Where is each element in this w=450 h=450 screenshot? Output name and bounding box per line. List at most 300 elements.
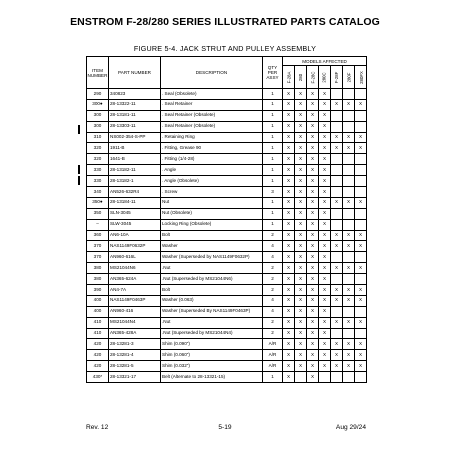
item-number-cell: 290 xyxy=(87,89,109,100)
model-applicability-cell: X xyxy=(295,110,307,121)
model-applicability-cell xyxy=(331,252,343,263)
model-applicability-cell: X xyxy=(307,372,319,383)
item-number-cell: 330 xyxy=(87,176,109,187)
model-applicability-cell: X xyxy=(295,165,307,176)
description-cell: . Screw xyxy=(161,187,263,198)
model-applicability-cell: X xyxy=(319,350,331,361)
qty-cell: 2 xyxy=(263,317,283,328)
model-applicability-cell: X xyxy=(319,274,331,285)
catalog-title: ENSTROM F-28/280 SERIES ILLUSTRATED PARTS CATALOG xyxy=(70,16,380,28)
model-applicability-cell xyxy=(355,328,367,339)
item-number-cell: 420 xyxy=(87,339,109,350)
qty-cell: 4 xyxy=(263,306,283,317)
model-applicability-cell: X xyxy=(307,176,319,187)
description-cell: . Seal Retainer xyxy=(161,99,263,110)
table-row xyxy=(87,230,367,241)
model-applicability-cell: X xyxy=(295,99,307,110)
part-number-cell: NAS1149F0463P xyxy=(109,295,161,306)
part-number-cell: 28-13182-11 xyxy=(109,165,161,176)
model-applicability-cell xyxy=(355,154,367,165)
part-number-cell: 1641-B xyxy=(109,154,161,165)
table-row xyxy=(87,263,367,274)
model-applicability-cell: X xyxy=(331,99,343,110)
header-qty-per-assy: QTY PER ASSY xyxy=(263,57,283,89)
model-applicability-cell xyxy=(343,165,355,176)
model-applicability-cell xyxy=(343,219,355,230)
model-applicability-cell xyxy=(343,176,355,187)
model-applicability-cell xyxy=(331,165,343,176)
item-number-cell: – xyxy=(87,219,109,230)
table-row xyxy=(87,339,367,350)
description-cell: Washer (0.063) xyxy=(161,295,263,306)
model-applicability-cell: X xyxy=(283,110,295,121)
footer-date: Aug 29/24 xyxy=(335,424,366,431)
item-number-cell: 350● xyxy=(87,197,109,208)
model-applicability-cell: X xyxy=(319,99,331,110)
description-cell: . Seal Retainer (Obsolete) xyxy=(161,121,263,132)
model-applicability-cell: X xyxy=(295,295,307,306)
item-number-cell: 360 xyxy=(87,230,109,241)
description-cell: Washer (Superseded by NAS1149F0632P) xyxy=(161,252,263,263)
header-description: DESCRIPTION xyxy=(161,57,263,89)
header-item-number: ITEM NUMBER xyxy=(87,57,109,89)
qty-cell: A/R xyxy=(263,350,283,361)
table-row xyxy=(87,219,367,230)
table-row xyxy=(87,252,367,263)
part-number-cell: SLN-3045 xyxy=(109,208,161,219)
qty-cell: 1 xyxy=(263,110,283,121)
item-number-cell: 320 xyxy=(87,154,109,165)
model-applicability-cell: X xyxy=(319,361,331,372)
table-row xyxy=(87,208,367,219)
model-applicability-cell: X xyxy=(307,132,319,143)
model-applicability-cell: X xyxy=(283,165,295,176)
part-number-cell: 28-13184-11 xyxy=(109,197,161,208)
model-applicability-cell xyxy=(355,187,367,198)
model-applicability-cell xyxy=(355,176,367,187)
parts-table xyxy=(86,56,367,383)
model-applicability-cell: X xyxy=(283,187,295,198)
description-cell: .Nut (Superseded by MS21044N6) xyxy=(161,274,263,285)
model-applicability-cell xyxy=(331,328,343,339)
figure-title: FIGURE 5-4. JACK STRUT AND PULLEY ASSEMBLY xyxy=(133,44,317,53)
model-applicability-cell: X xyxy=(307,230,319,241)
model-applicability-cell: X xyxy=(295,252,307,263)
model-applicability-cell: X xyxy=(283,274,295,285)
qty-cell: 1 xyxy=(263,219,283,230)
model-applicability-cell: X xyxy=(307,295,319,306)
table-row xyxy=(87,176,367,187)
table-row xyxy=(87,99,367,110)
model-applicability-cell: X xyxy=(283,241,295,252)
qty-cell: 1 xyxy=(263,372,283,383)
part-number-cell: 28-13182-1 xyxy=(109,176,161,187)
part-number-cell: NAS1149F0632P xyxy=(109,241,161,252)
model-applicability-cell: X xyxy=(331,317,343,328)
table-row xyxy=(87,241,367,252)
model-applicability-cell: X xyxy=(343,241,355,252)
model-applicability-cell: X xyxy=(343,361,355,372)
table-row xyxy=(87,306,367,317)
part-number-cell: 28-13321-17 xyxy=(109,372,161,383)
model-applicability-cell: X xyxy=(307,285,319,296)
qty-cell: 3 xyxy=(263,187,283,198)
model-applicability-cell xyxy=(355,372,367,383)
model-applicability-cell xyxy=(331,89,343,100)
part-number-cell: 340823 xyxy=(109,89,161,100)
model-applicability-cell: X xyxy=(331,132,343,143)
model-applicability-cell: X xyxy=(343,132,355,143)
model-applicability-cell xyxy=(343,372,355,383)
model-applicability-cell: X xyxy=(343,285,355,296)
qty-cell: 2 xyxy=(263,263,283,274)
description-cell: . Retaining Ring xyxy=(161,132,263,143)
model-applicability-cell: X xyxy=(295,219,307,230)
table-row xyxy=(87,317,367,328)
item-number-cell: 300● xyxy=(87,99,109,110)
table-row xyxy=(87,285,367,296)
part-number-cell: 28-13281-4 xyxy=(109,350,161,361)
qty-cell: A/R xyxy=(263,361,283,372)
model-applicability-cell: X xyxy=(295,241,307,252)
item-number-cell: 320 xyxy=(87,143,109,154)
model-applicability-cell: X xyxy=(283,154,295,165)
part-number-cell: AN365-624A xyxy=(109,274,161,285)
model-applicability-cell: X xyxy=(319,187,331,198)
model-applicability-cell: X xyxy=(295,176,307,187)
model-applicability-cell: X xyxy=(331,241,343,252)
model-applicability-cell: X xyxy=(307,361,319,372)
model-applicability-cell: X xyxy=(331,285,343,296)
part-number-cell: 28-13181-11 xyxy=(109,110,161,121)
model-applicability-cell: X xyxy=(307,306,319,317)
table-row xyxy=(87,165,367,176)
model-applicability-cell xyxy=(331,176,343,187)
model-applicability-cell: X xyxy=(307,317,319,328)
description-cell: .Nut xyxy=(161,263,263,274)
model-applicability-cell xyxy=(355,274,367,285)
model-applicability-cell: X xyxy=(331,143,343,154)
item-number-cell: 390 xyxy=(87,285,109,296)
model-applicability-cell: X xyxy=(319,89,331,100)
model-applicability-cell: X xyxy=(331,339,343,350)
model-applicability-cell: X xyxy=(319,208,331,219)
model-applicability-cell: X xyxy=(295,197,307,208)
model-applicability-cell: X xyxy=(343,143,355,154)
model-applicability-cell xyxy=(355,110,367,121)
model-applicability-cell: X xyxy=(307,154,319,165)
qty-cell: 2 xyxy=(263,230,283,241)
model-applicability-cell: X xyxy=(295,350,307,361)
model-applicability-cell: X xyxy=(355,361,367,372)
model-applicability-cell: X xyxy=(319,317,331,328)
header-model-f28f: F-28F xyxy=(331,66,343,89)
model-applicability-cell: X xyxy=(307,121,319,132)
model-applicability-cell: X xyxy=(295,274,307,285)
table-row xyxy=(87,361,367,372)
part-number-cell: MS21044N6 xyxy=(109,263,161,274)
model-applicability-cell: X xyxy=(283,295,295,306)
model-applicability-cell xyxy=(355,121,367,132)
model-applicability-cell xyxy=(331,154,343,165)
part-number-cell: MS21044N4 xyxy=(109,317,161,328)
qty-cell: 2 xyxy=(263,328,283,339)
model-applicability-cell xyxy=(295,372,307,383)
model-applicability-cell xyxy=(331,306,343,317)
model-applicability-cell: X xyxy=(355,241,367,252)
revision-change-bar xyxy=(78,176,80,185)
model-applicability-cell: X xyxy=(283,350,295,361)
qty-cell: 4 xyxy=(263,295,283,306)
model-applicability-cell xyxy=(331,121,343,132)
model-applicability-cell: X xyxy=(319,306,331,317)
model-applicability-cell: X xyxy=(295,339,307,350)
model-applicability-cell: X xyxy=(283,361,295,372)
model-applicability-cell: X xyxy=(319,110,331,121)
model-applicability-cell xyxy=(343,252,355,263)
item-number-cell: 400 xyxy=(87,295,109,306)
model-applicability-cell: X xyxy=(307,197,319,208)
revision-change-bar xyxy=(78,165,80,174)
description-cell: Nut (Obsolete) xyxy=(161,208,263,219)
part-number-cell: SLW-3045 xyxy=(109,219,161,230)
model-applicability-cell: X xyxy=(343,317,355,328)
model-applicability-cell xyxy=(331,219,343,230)
model-applicability-cell: X xyxy=(295,132,307,143)
model-applicability-cell xyxy=(319,372,331,383)
header-model-f28c: F-28C xyxy=(307,66,319,89)
model-applicability-cell xyxy=(343,187,355,198)
revision-change-bar xyxy=(78,125,80,134)
model-applicability-cell: X xyxy=(283,99,295,110)
model-applicability-cell: X xyxy=(343,99,355,110)
model-applicability-cell: X xyxy=(355,285,367,296)
model-applicability-cell: X xyxy=(283,285,295,296)
model-applicability-cell: X xyxy=(319,143,331,154)
model-applicability-cell: X xyxy=(307,89,319,100)
model-applicability-cell: X xyxy=(355,197,367,208)
model-applicability-cell xyxy=(355,165,367,176)
model-applicability-cell: X xyxy=(283,219,295,230)
part-number-cell: AN365-428A xyxy=(109,328,161,339)
model-applicability-cell xyxy=(355,89,367,100)
table-row xyxy=(87,295,367,306)
model-applicability-cell: X xyxy=(307,274,319,285)
qty-cell: 1 xyxy=(263,197,283,208)
model-applicability-cell: X xyxy=(307,219,319,230)
model-applicability-cell: X xyxy=(331,295,343,306)
model-applicability-cell: X xyxy=(307,350,319,361)
model-applicability-cell: X xyxy=(355,295,367,306)
item-number-cell: 410 xyxy=(87,317,109,328)
model-applicability-cell xyxy=(355,208,367,219)
table-row xyxy=(87,110,367,121)
description-cell: Shim (0.090") xyxy=(161,339,263,350)
description-cell: .Nut xyxy=(161,317,263,328)
footer-revision: Rev. 12 xyxy=(86,424,109,431)
model-applicability-cell xyxy=(343,274,355,285)
description-cell: Shim (0.032") xyxy=(161,361,263,372)
item-number-cell: 380 xyxy=(87,263,109,274)
model-applicability-cell: X xyxy=(319,339,331,350)
model-applicability-cell: X xyxy=(295,154,307,165)
model-applicability-cell: X xyxy=(331,263,343,274)
header-model-280fx: 280FX xyxy=(355,66,367,89)
model-applicability-cell: X xyxy=(295,285,307,296)
item-number-cell: 300 xyxy=(87,121,109,132)
description-cell: Shim (0.060") xyxy=(161,350,263,361)
model-applicability-cell: X xyxy=(283,317,295,328)
item-number-cell: 300 xyxy=(87,110,109,121)
model-applicability-cell: X xyxy=(355,132,367,143)
model-applicability-cell: X xyxy=(295,208,307,219)
table-row xyxy=(87,197,367,208)
part-number-cell: AN960-416 xyxy=(109,306,161,317)
part-number-cell: AN526-632R4 xyxy=(109,187,161,198)
model-applicability-cell: X xyxy=(307,187,319,198)
description-cell: . Fitting, Grease 90 xyxy=(161,143,263,154)
model-applicability-cell xyxy=(331,208,343,219)
model-applicability-cell xyxy=(355,306,367,317)
model-applicability-cell: X xyxy=(307,208,319,219)
table-row xyxy=(87,328,367,339)
model-applicability-cell: X xyxy=(295,187,307,198)
qty-cell: 4 xyxy=(263,241,283,252)
description-cell: Belt (Alternate to 28-13321-15) xyxy=(161,372,263,383)
model-applicability-cell: X xyxy=(319,197,331,208)
qty-cell: 2 xyxy=(263,285,283,296)
model-applicability-cell: X xyxy=(307,241,319,252)
qty-cell: 1 xyxy=(263,99,283,110)
model-applicability-cell: X xyxy=(343,350,355,361)
description-cell: Nut xyxy=(161,197,263,208)
model-applicability-cell xyxy=(343,306,355,317)
model-applicability-cell: X xyxy=(295,121,307,132)
model-applicability-cell: X xyxy=(283,89,295,100)
model-applicability-cell xyxy=(343,121,355,132)
part-number-cell: 28-13281-5 xyxy=(109,361,161,372)
model-applicability-cell: X xyxy=(307,110,319,121)
model-applicability-cell xyxy=(343,208,355,219)
part-number-cell: 1911-B xyxy=(109,143,161,154)
item-number-cell: 380 xyxy=(87,274,109,285)
parts-table-body xyxy=(87,89,367,383)
table-row xyxy=(87,350,367,361)
model-applicability-cell: X xyxy=(343,295,355,306)
model-applicability-cell: X xyxy=(343,339,355,350)
model-applicability-cell: X xyxy=(331,350,343,361)
model-applicability-cell: X xyxy=(307,328,319,339)
description-cell: Locking Ring (Obsolete) xyxy=(161,219,263,230)
model-applicability-cell: X xyxy=(343,230,355,241)
model-applicability-cell: X xyxy=(283,328,295,339)
model-applicability-cell: X xyxy=(283,208,295,219)
model-applicability-cell: X xyxy=(331,230,343,241)
model-applicability-cell: X xyxy=(355,99,367,110)
table-row xyxy=(87,372,367,383)
header-model-f28a: F-28A xyxy=(283,66,295,89)
model-applicability-cell: X xyxy=(319,295,331,306)
part-number-cell: NS002-354-S-PP xyxy=(109,132,161,143)
qty-cell: 1 xyxy=(263,176,283,187)
model-applicability-cell: X xyxy=(319,230,331,241)
item-number-cell: 420 xyxy=(87,361,109,372)
description-cell: . Angle xyxy=(161,165,263,176)
model-applicability-cell: X xyxy=(283,306,295,317)
qty-cell: A/R xyxy=(263,339,283,350)
table-row xyxy=(87,274,367,285)
model-applicability-cell: X xyxy=(283,176,295,187)
model-applicability-cell: X xyxy=(331,361,343,372)
model-applicability-cell: X xyxy=(319,328,331,339)
model-applicability-cell: X xyxy=(283,143,295,154)
part-number-cell: AN6-10A xyxy=(109,230,161,241)
part-number-cell: 28-13281-3 xyxy=(109,339,161,350)
header-part-number: PART NUMBER xyxy=(109,57,161,89)
model-applicability-cell: X xyxy=(355,350,367,361)
description-cell: Washer xyxy=(161,241,263,252)
model-applicability-cell: X xyxy=(355,317,367,328)
model-applicability-cell xyxy=(331,187,343,198)
table-row xyxy=(87,143,367,154)
qty-cell: 1 xyxy=(263,89,283,100)
item-number-cell: 310 xyxy=(87,132,109,143)
model-applicability-cell xyxy=(355,219,367,230)
table-row xyxy=(87,121,367,132)
model-applicability-cell: X xyxy=(319,263,331,274)
model-applicability-cell: X xyxy=(295,143,307,154)
header-model-280f: 280F xyxy=(343,66,355,89)
model-applicability-cell xyxy=(343,110,355,121)
item-number-cell: 350 xyxy=(87,208,109,219)
table-row xyxy=(87,89,367,100)
header-models-affected: MODELS AFFECTED xyxy=(283,57,367,66)
model-applicability-cell: X xyxy=(355,143,367,154)
qty-cell: 1 xyxy=(263,143,283,154)
header-model-280c: 280C xyxy=(319,66,331,89)
model-applicability-cell: X xyxy=(319,165,331,176)
model-applicability-cell: X xyxy=(343,197,355,208)
qty-cell: 1 xyxy=(263,132,283,143)
qty-cell: 1 xyxy=(263,165,283,176)
description-cell: . Seal Retainer (Obsolete) xyxy=(161,110,263,121)
header-model-280: 280 xyxy=(295,66,307,89)
model-applicability-cell: X xyxy=(283,132,295,143)
part-number-cell: AN4-7A xyxy=(109,285,161,296)
model-applicability-cell: X xyxy=(319,241,331,252)
description-cell: Bolt xyxy=(161,285,263,296)
model-applicability-cell: X xyxy=(283,230,295,241)
model-applicability-cell: X xyxy=(319,252,331,263)
model-applicability-cell: X xyxy=(283,252,295,263)
model-applicability-cell: X xyxy=(319,132,331,143)
model-applicability-cell: X xyxy=(307,143,319,154)
item-number-cell: 370 xyxy=(87,252,109,263)
model-applicability-cell: X xyxy=(283,197,295,208)
description-cell: . Fitting (1/4-28) xyxy=(161,154,263,165)
model-applicability-cell: X xyxy=(331,197,343,208)
item-number-cell: 340 xyxy=(87,187,109,198)
qty-cell: 1 xyxy=(263,154,283,165)
model-applicability-cell: X xyxy=(355,263,367,274)
item-number-cell: 370 xyxy=(87,241,109,252)
model-applicability-cell: X xyxy=(295,89,307,100)
model-applicability-cell xyxy=(331,274,343,285)
item-number-cell: 410 xyxy=(87,328,109,339)
model-applicability-cell: X xyxy=(295,361,307,372)
model-applicability-cell xyxy=(331,372,343,383)
model-applicability-cell xyxy=(331,110,343,121)
